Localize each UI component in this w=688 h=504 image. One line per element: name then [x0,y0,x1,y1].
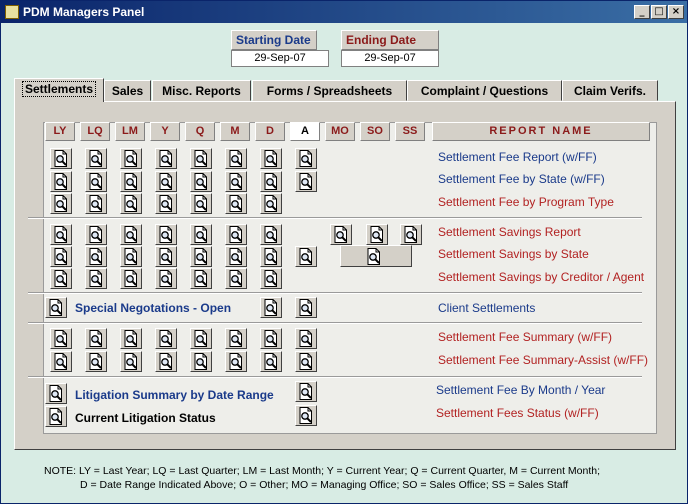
col-header-ss: SS [395,122,425,141]
magnifier-document-icon [123,226,139,243]
run-report-button[interactable] [85,148,107,169]
run-report-button[interactable] [260,246,282,267]
magnifier-document-icon [123,173,139,190]
run-report-button[interactable] [295,148,317,169]
magnifier-document-icon [48,408,64,425]
report-label[interactable]: Settlement Fee By Month / Year [436,383,606,397]
magnifier-document-icon [193,353,209,370]
magnifier-document-icon [53,270,69,287]
run-report-button[interactable] [295,351,317,372]
run-report-button[interactable] [120,193,142,214]
magnifier-document-icon [53,248,69,265]
run-report-button[interactable] [190,351,212,372]
magnifier-document-icon [263,353,279,370]
magnifier-document-icon [88,353,104,370]
magnifier-document-icon [158,150,174,167]
magnifier-document-icon [158,330,174,347]
tab-claim-verifs[interactable]: Claim Verifs. [562,80,658,101]
magnifier-document-icon [88,270,104,287]
run-report-button[interactable] [295,381,317,402]
section-divider [28,376,642,378]
run-report-button[interactable] [260,351,282,372]
run-report-button[interactable] [85,193,107,214]
magnifier-document-icon [158,195,174,212]
run-report-button[interactable] [155,224,177,245]
run-report-button[interactable] [260,328,282,349]
magnifier-document-icon [158,270,174,287]
run-report-button[interactable] [190,148,212,169]
magnifier-document-icon [228,173,244,190]
run-report-button[interactable] [120,268,142,289]
magnifier-document-icon [123,195,139,212]
maximize-button[interactable]: □ [651,5,667,19]
magnifier-document-icon [123,248,139,265]
run-report-button[interactable] [120,171,142,192]
run-report-button[interactable] [85,246,107,267]
magnifier-document-icon [88,330,104,347]
magnifier-document-icon [298,248,314,265]
magnifier-document-icon [53,173,69,190]
report-label[interactable]: Settlement Fee by Program Type [438,195,614,209]
run-report-button[interactable] [260,193,282,214]
magnifier-document-icon [298,353,314,370]
report-label[interactable]: Settlement Savings by State [438,247,589,261]
magnifier-document-icon [263,270,279,287]
magnifier-document-icon [53,226,69,243]
run-report-button[interactable] [295,171,317,192]
title-bar[interactable] [1,1,687,23]
magnifier-document-icon [193,330,209,347]
col-header-lm: LM [115,122,145,141]
magnifier-document-icon [193,195,209,212]
minimize-button[interactable]: _ [634,5,650,19]
tab-forms-spreadsheets[interactable]: Forms / Spreadsheets [252,80,407,101]
magnifier-document-icon [228,248,244,265]
ending-date-field[interactable]: 29-Sep-07 [341,50,439,67]
run-report-button[interactable] [50,224,72,245]
magnifier-document-icon [88,150,104,167]
run-report-button[interactable] [225,328,247,349]
run-report-button[interactable] [120,224,142,245]
magnifier-document-icon [298,407,314,424]
run-report-button[interactable] [260,224,282,245]
tab-settlements[interactable] [14,78,104,102]
starting-date-label: Starting Date [231,30,317,50]
run-report-button[interactable] [225,246,247,267]
run-report-button[interactable] [366,224,388,245]
tab-complaint-questions[interactable]: Complaint / Questions [407,80,562,101]
section-divider [28,322,642,324]
section-divider [28,292,642,294]
report-label[interactable]: Settlement Fee by State (w/FF) [438,172,605,186]
run-report-button[interactable] [50,148,72,169]
magnifier-document-icon [53,330,69,347]
legend-note: D = Date Range Indicated Above; O = Other; MO = Managing Office; SO = Sales Office; SS = Sales Staff [80,479,569,491]
run-report-button[interactable] [155,268,177,289]
report-label[interactable]: Client Settlements [438,301,536,315]
magnifier-document-icon [369,226,385,243]
run-report-button[interactable] [120,351,142,372]
run-report-button[interactable] [155,148,177,169]
run-report-button[interactable] [225,193,247,214]
magnifier-document-icon [88,173,104,190]
run-report-button[interactable] [45,383,67,404]
run-report-button[interactable] [330,224,352,245]
starting-date-field[interactable]: 29-Sep-07 [231,50,329,67]
app-icon [5,5,19,19]
run-report-button[interactable] [225,268,247,289]
report-label[interactable]: Litigation Summary by Date Range [75,388,274,402]
run-report-button[interactable] [50,193,72,214]
magnifier-document-icon [193,226,209,243]
col-header-y: Y [150,122,180,141]
run-report-button[interactable] [50,171,72,192]
col-header-a: A [290,122,320,141]
magnifier-document-icon [298,330,314,347]
run-report-button[interactable] [400,224,422,245]
run-report-button[interactable] [225,224,247,245]
magnifier-document-icon [298,173,314,190]
close-button[interactable]: × [668,5,684,19]
magnifier-document-icon [193,150,209,167]
run-report-button[interactable] [260,171,282,192]
magnifier-document-icon [123,150,139,167]
magnifier-document-icon [366,248,382,265]
magnifier-document-icon [298,383,314,400]
run-report-button[interactable] [190,224,212,245]
report-label[interactable]: Settlement Fee Summary-Assist (w/FF) [438,353,649,367]
magnifier-document-icon [228,195,244,212]
run-report-button[interactable] [225,148,247,169]
run-report-button[interactable] [260,297,282,318]
report-label[interactable]: Special Negotations - Open [75,301,232,315]
col-header-m: M [220,122,250,141]
run-report-button[interactable] [260,268,282,289]
run-report-button[interactable] [85,171,107,192]
run-report-button[interactable] [85,224,107,245]
run-report-button[interactable] [155,171,177,192]
run-report-button[interactable] [120,328,142,349]
run-report-button[interactable] [190,268,212,289]
ending-date-label: Ending Date [341,30,439,50]
magnifier-document-icon [333,226,349,243]
run-report-button[interactable] [85,328,107,349]
report-label[interactable]: Current Litigation Status [75,411,216,425]
magnifier-document-icon [88,226,104,243]
savings-by-state-wide-button[interactable] [340,245,412,267]
legend-note: NOTE: LY = Last Year; LQ = Last Quarter; LM = Last Month; Y = Current Year; Q = Current Quarter, M = Current Month; [44,465,601,477]
magnifier-document-icon [228,353,244,370]
run-report-button[interactable] [45,406,67,427]
run-report-button[interactable] [295,328,317,349]
magnifier-document-icon [123,270,139,287]
magnifier-document-icon [48,299,64,316]
magnifier-document-icon [88,195,104,212]
run-report-button[interactable] [155,351,177,372]
col-header-d: D [255,122,285,141]
magnifier-document-icon [263,299,279,316]
run-report-button[interactable] [155,328,177,349]
magnifier-document-icon [53,195,69,212]
col-header-ly: LY [45,122,75,141]
magnifier-document-icon [158,353,174,370]
tab-misc-reports[interactable]: Misc. Reports [152,80,251,101]
run-report-button[interactable] [85,268,107,289]
magnifier-document-icon [158,173,174,190]
magnifier-document-icon [228,226,244,243]
run-report-button[interactable] [50,268,72,289]
report-label[interactable]: Settlement Savings by Creditor / Agent [438,270,645,284]
magnifier-document-icon [298,150,314,167]
run-report-button[interactable] [190,193,212,214]
run-report-button[interactable] [120,246,142,267]
run-report-button[interactable] [190,246,212,267]
magnifier-document-icon [53,150,69,167]
magnifier-document-icon [263,195,279,212]
magnifier-document-icon [123,353,139,370]
magnifier-document-icon [53,353,69,370]
run-report-button[interactable] [50,328,72,349]
magnifier-document-icon [158,248,174,265]
col-header-report-name: REPORT NAME [432,122,650,141]
magnifier-document-icon [263,330,279,347]
run-report-button[interactable] [225,351,247,372]
report-label[interactable]: Settlement Fees Status (w/FF) [436,406,599,420]
col-header-mo: MO [325,122,355,141]
report-label[interactable]: Settlement Savings Report [438,225,581,239]
magnifier-document-icon [158,226,174,243]
run-report-button[interactable] [50,246,72,267]
run-report-button[interactable] [155,193,177,214]
magnifier-document-icon [193,270,209,287]
run-report-button[interactable] [295,246,317,267]
magnifier-document-icon [228,330,244,347]
col-header-lq: LQ [80,122,110,141]
run-report-button[interactable] [50,351,72,372]
run-report-button[interactable] [85,351,107,372]
magnifier-document-icon [263,226,279,243]
col-header-so: SO [360,122,390,141]
run-report-button[interactable] [190,171,212,192]
magnifier-document-icon [263,173,279,190]
magnifier-document-icon [263,150,279,167]
tab-sales[interactable]: Sales [104,80,151,101]
run-report-button[interactable] [190,328,212,349]
tab-label: Settlements [22,81,96,97]
report-label[interactable]: Settlement Fee Report (w/FF) [438,150,597,164]
run-report-button[interactable] [295,405,317,426]
run-report-button[interactable] [295,297,317,318]
run-report-button[interactable] [260,148,282,169]
magnifier-document-icon [403,226,419,243]
window-title: PDM Managers Panel [23,5,145,19]
magnifier-document-icon [263,248,279,265]
run-report-button[interactable] [225,171,247,192]
col-header-q: Q [185,122,215,141]
run-report-button[interactable] [45,297,67,318]
magnifier-document-icon [228,150,244,167]
magnifier-document-icon [88,248,104,265]
section-divider [28,217,642,219]
run-report-button[interactable] [155,246,177,267]
magnifier-document-icon [228,270,244,287]
magnifier-document-icon [123,330,139,347]
magnifier-document-icon [193,173,209,190]
magnifier-document-icon [48,385,64,402]
report-label[interactable]: Settlement Fee Summary (w/FF) [438,330,613,344]
magnifier-document-icon [193,248,209,265]
magnifier-document-icon [298,299,314,316]
run-report-button[interactable] [120,148,142,169]
